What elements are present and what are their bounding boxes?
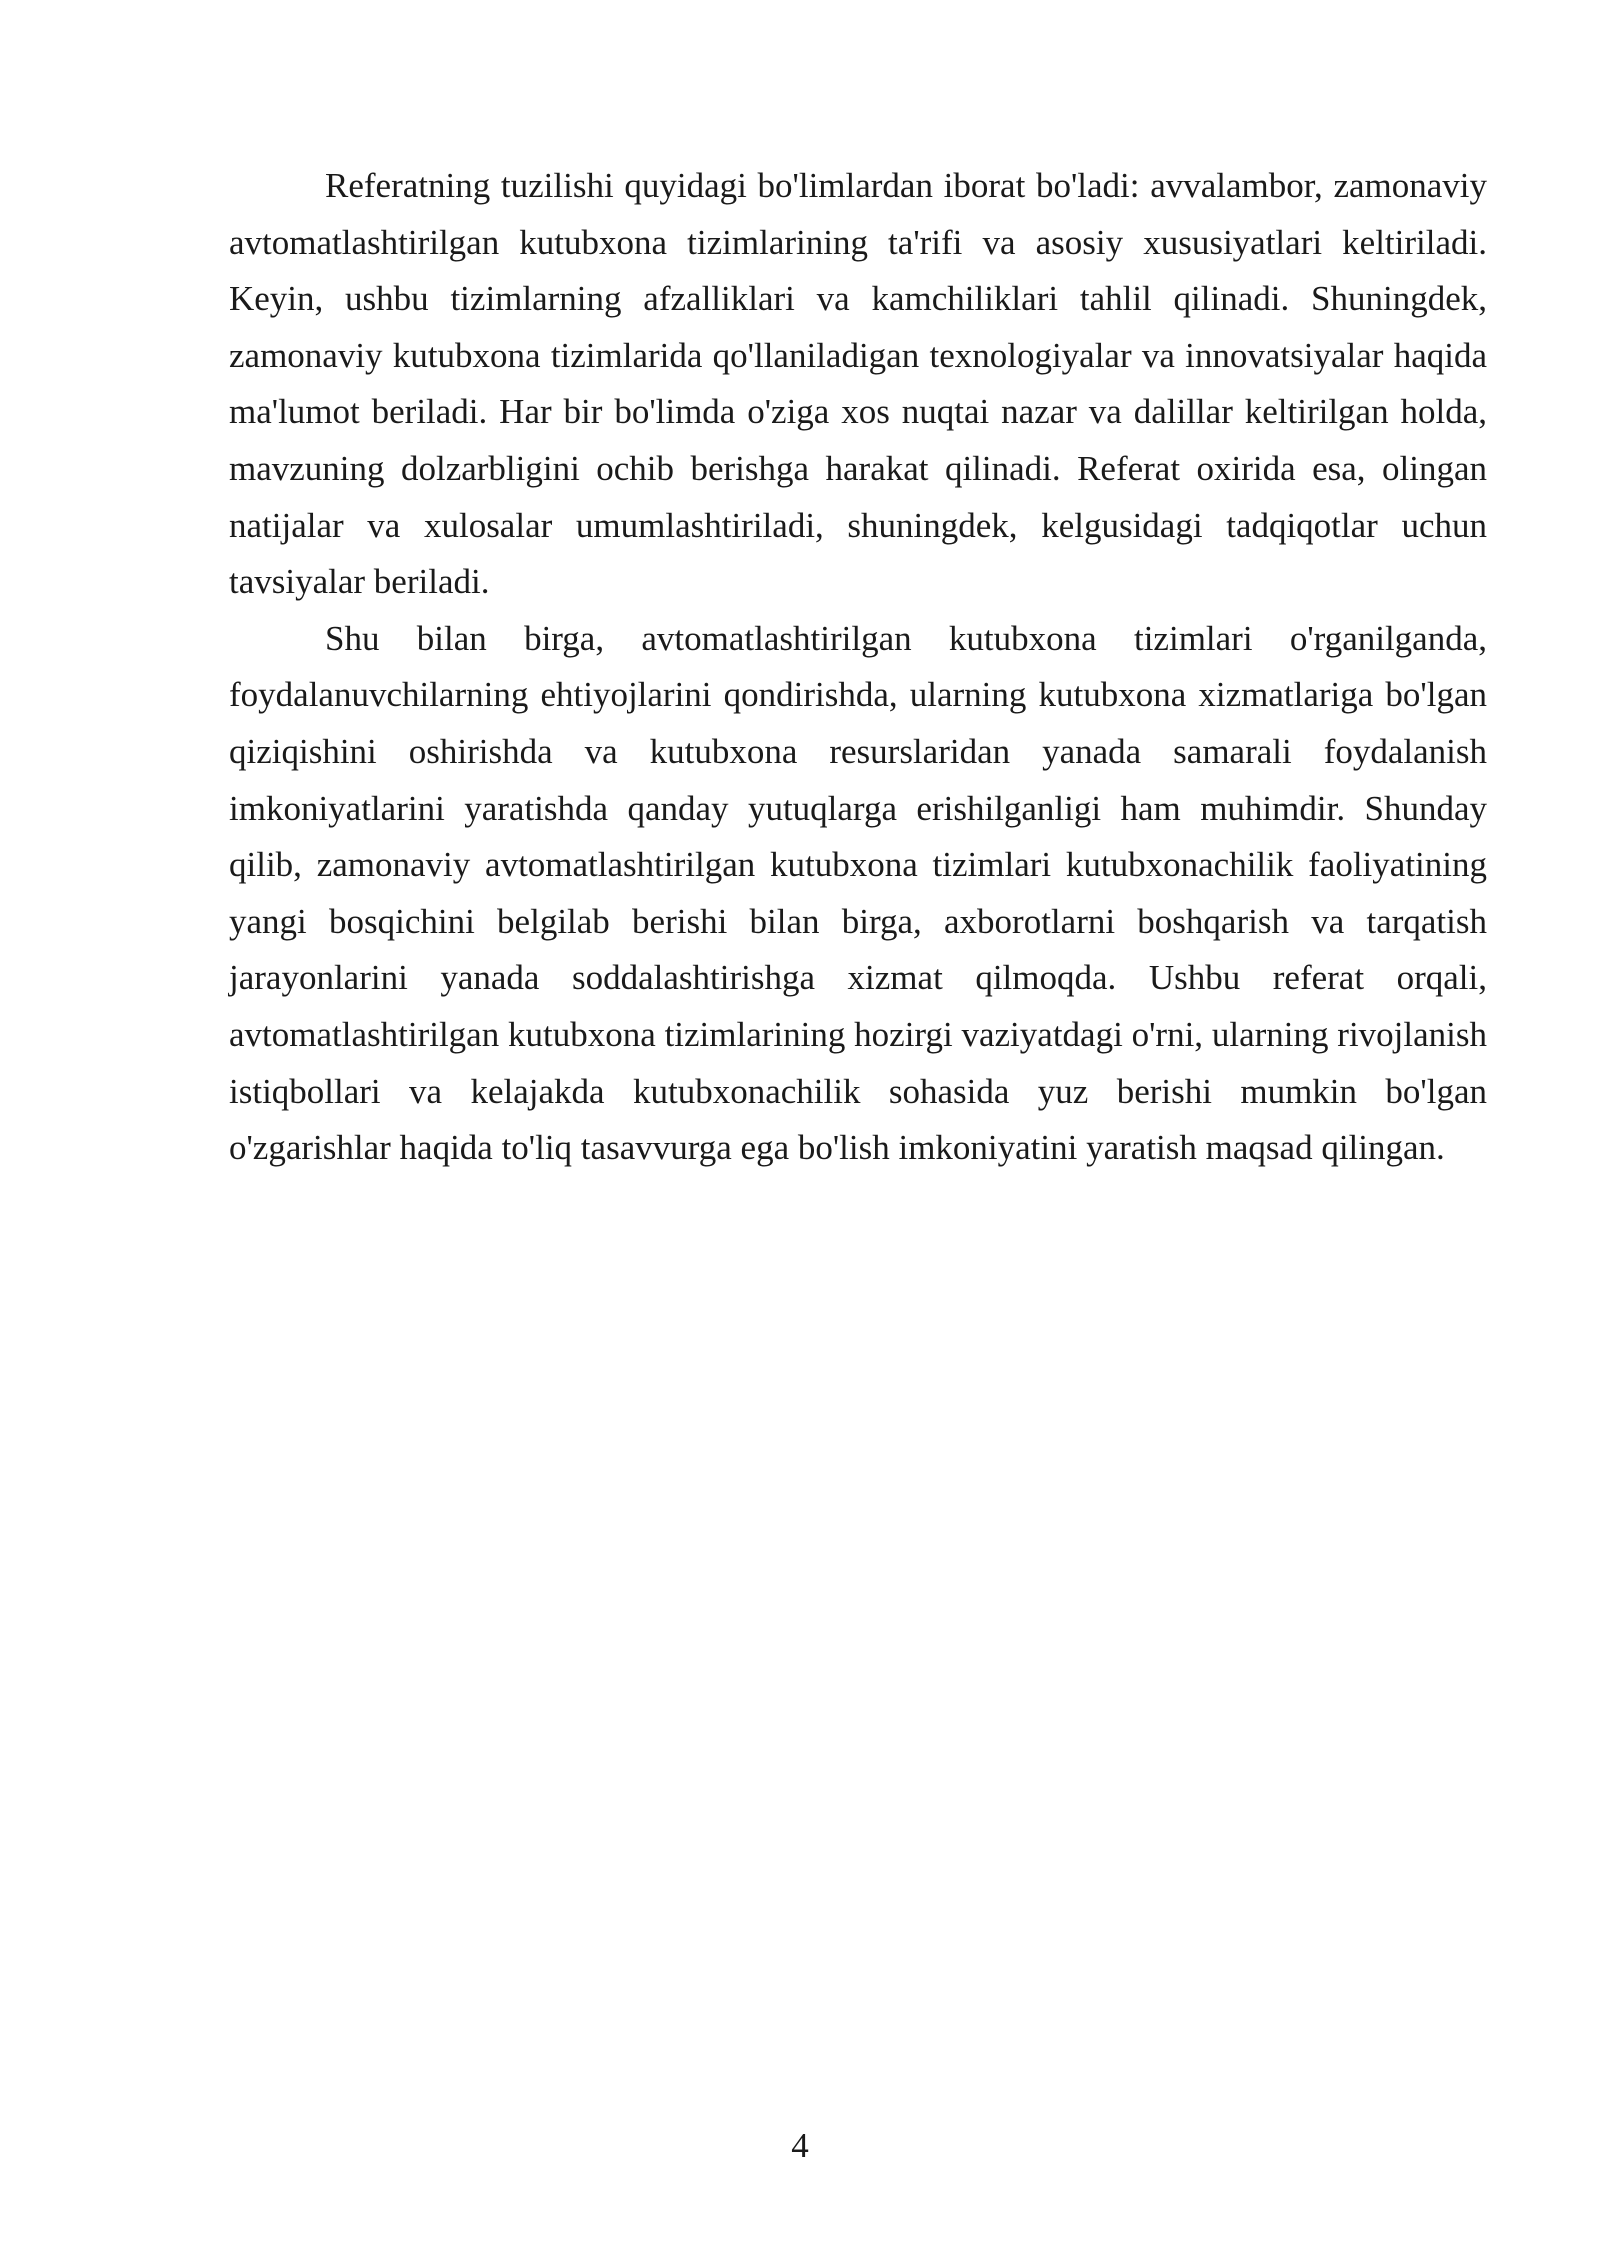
document-body — [229, 158, 1487, 1177]
paragraph-significance: Shu bilan birga, avtomatlashtirilgan kutubxona tizimlari o'rganilganda, foydalanuvchilarning ehtiyojlarini qondirishda, ularning kutubxona xizmatlariga bo'lgan qiziqishini oshirishda va kutubxona resurslaridan yanada samarali foydalanish imkoniyatlarini yaratishda qanday yutuqlarga erishilganligi ham muhimdir. Shunday qilib, zamonaviy avtomatlashtirilgan kutubxona tizimlari kutubxonachilik faoliyatining yangi bosqichini belgilab berishi bilan birga, axborotlarni boshqarish va tarqatish jarayonlarini yanada soddalashtirishga xizmat qilmoqda. Ushbu referat orqali, avtomatlashtirilgan kutubxona tizimlarining hozirgi vaziyatdagi o'rni, ularning rivojlanish istiqbollari va kelajakda kutubxonachilik sohasida yuz berishi mumkin bo'lgan o'zgarishlar haqida to'liq tasavvurga ega bo'lish imkoniyatini yaratish maqsad qilingan. — [229, 618, 1487, 1168]
page-number: 4 — [791, 2126, 809, 2165]
paragraph-structure: Referatning tuzilishi quyidagi bo'limlardan iborat bo'ladi: avvalambor, zamonaviy avtomatlashtirilgan kutubxona tizimlarining ta'rifi va asosiy xususiyatlari keltiriladi. Keyin, ushbu tizimlarning afzalliklari va kamchiliklari tahlil qilinadi. Shuningdek, zamonaviy kutubxona tizimlarida qo'llaniladigan texnologiyalar va innovatsiyalar haqida ma'lumot beriladi. Har bir bo'limda o'ziga xos nuqtai nazar va dalillar keltirilgan holda, mavzuning dolzarbligini ochib berishga harakat qilinadi. Referat oxirida esa, olingan natijalar va xulosalar umumlashtiriladi, shuningdek, kelgusidagi tadqiqotlar uchun tavsiyalar beriladi. — [229, 166, 1487, 602]
